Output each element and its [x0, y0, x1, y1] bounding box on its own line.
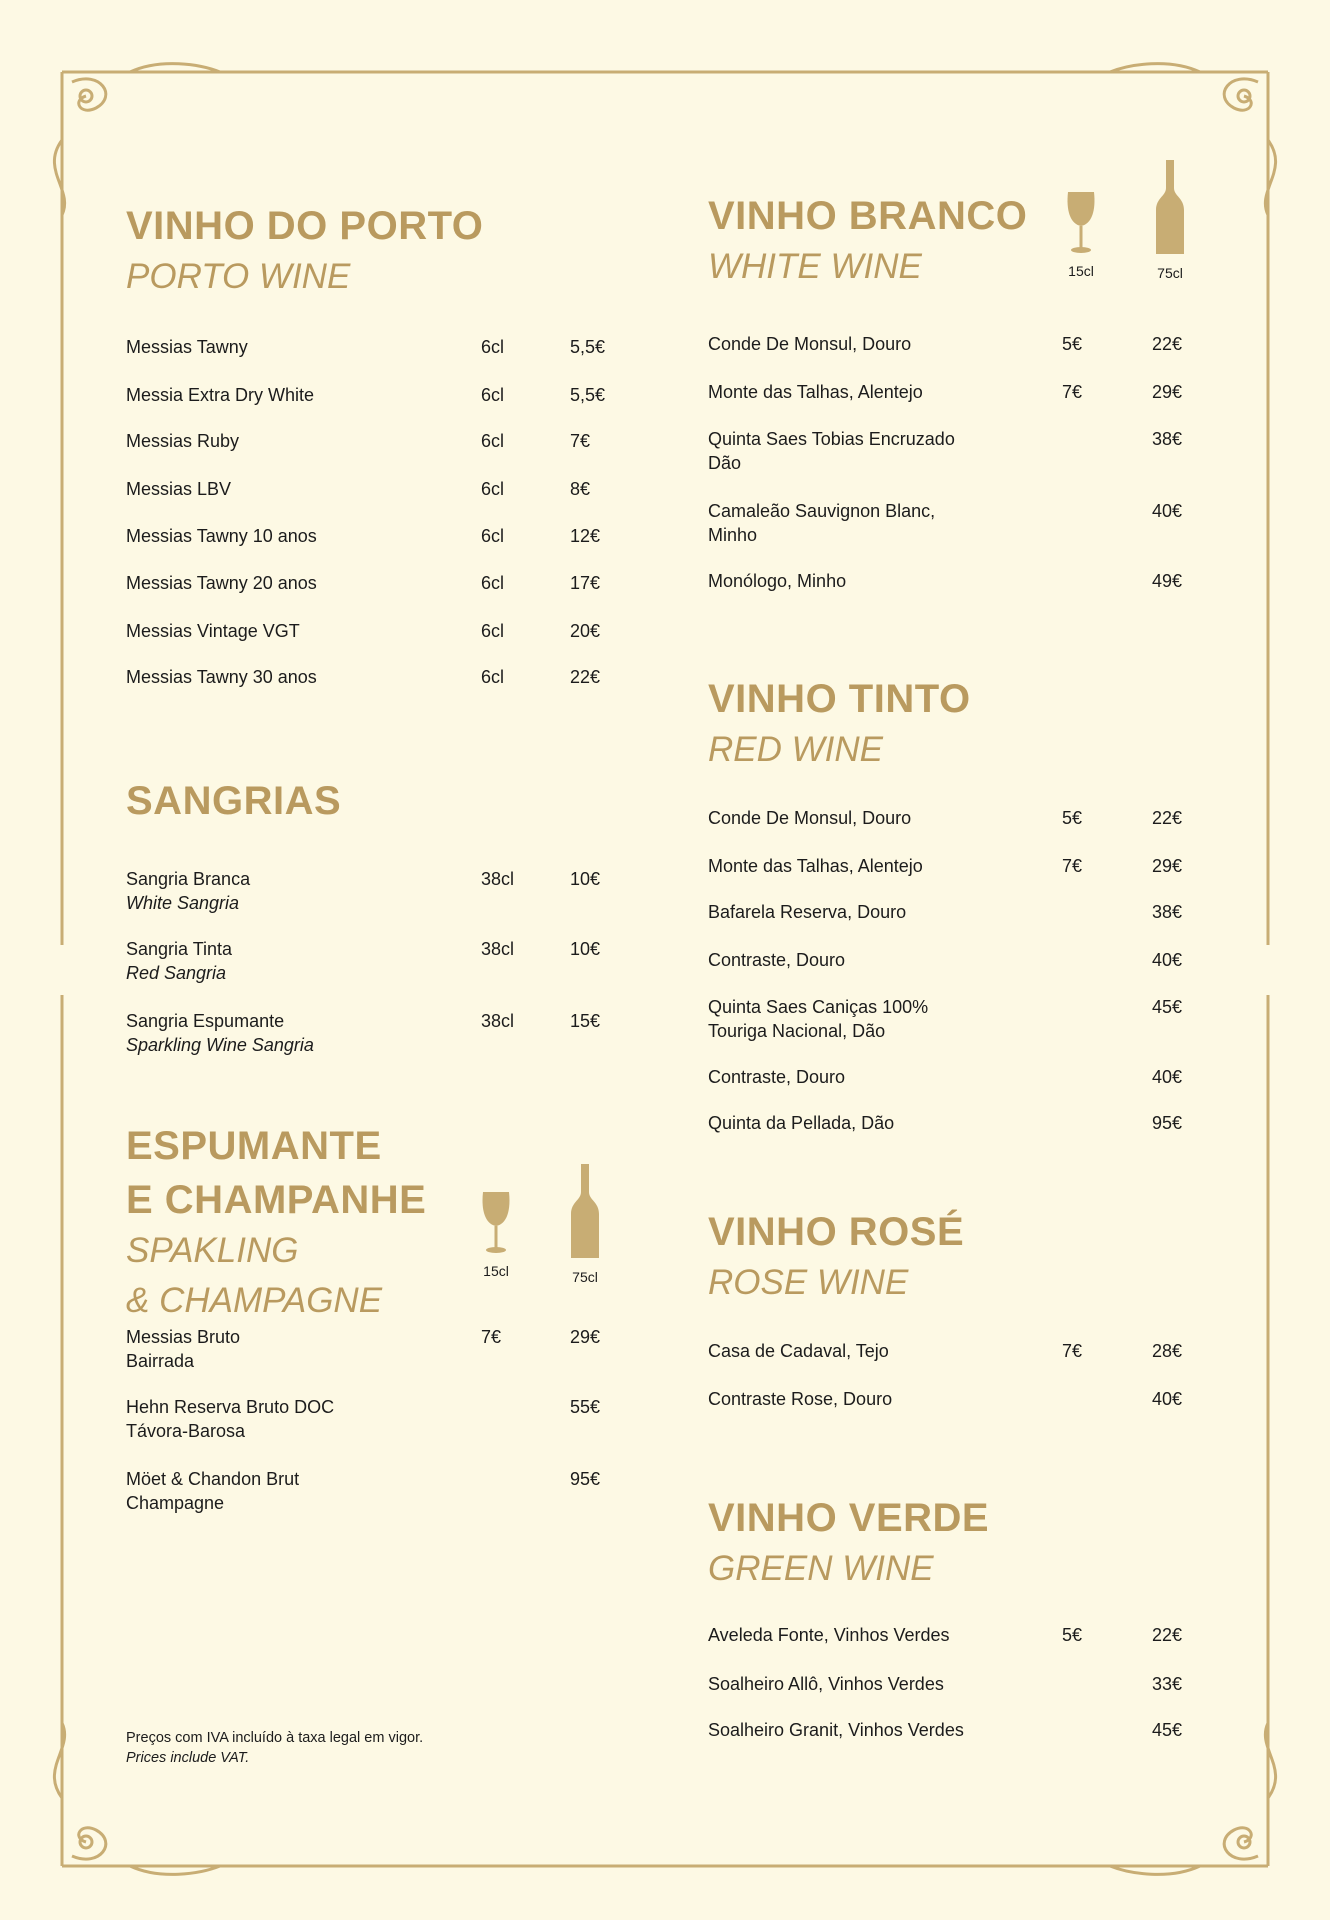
tinto-subtitle: RED WINE [708, 730, 883, 769]
item-price: 5,5€ [570, 337, 606, 357]
item-price: 10€ [570, 869, 601, 889]
item-name-block [708, 900, 998, 924]
item-size: 6cl [481, 431, 505, 451]
item-name: Conde De Monsul, Douro [708, 334, 912, 354]
item-name-block [708, 995, 998, 1043]
item-name-block [708, 1111, 998, 1135]
tinto-section [708, 673, 1228, 1133]
item-subtitle: White Sangria [126, 893, 240, 913]
item-bottle-price: 33€ [1152, 1674, 1183, 1694]
item-name-block [708, 1672, 998, 1696]
wine-glass-icon [1066, 190, 1096, 254]
item-subtitle: Sparkling Wine Sangria [126, 1035, 314, 1055]
item-size: 6cl [481, 667, 505, 687]
espumante-bottle-column [560, 1164, 610, 1285]
item-name: Monte das Talhas, Alentejo [708, 856, 923, 876]
item-glass-price: 5€ [1062, 334, 1083, 354]
item-name: Messias Tawny 20 anos [126, 573, 317, 593]
item-size: 6cl [481, 573, 505, 593]
vat-note-pt: Preços com IVA incluído à taxa legal em vigor. [126, 1730, 424, 1746]
item-size: 6cl [481, 385, 505, 405]
item-bottle-price: 95€ [570, 1469, 601, 1489]
item-name-block [708, 1065, 998, 1089]
item-size: 38cl [481, 869, 515, 889]
item-name-block [126, 429, 416, 453]
item-name-block [708, 806, 998, 830]
item-name-block [126, 524, 416, 548]
sangrias-section [126, 775, 646, 1055]
item-bottle-price: 95€ [1152, 1113, 1183, 1133]
item-subtitle: Minho [708, 525, 758, 545]
item-price: 17€ [570, 573, 601, 593]
item-bottle-price: 40€ [1152, 1067, 1183, 1087]
item-bottle-price: 22€ [1152, 1625, 1183, 1645]
item-bottle-price: 40€ [1152, 501, 1183, 521]
item-price: 20€ [570, 621, 601, 641]
branco-bottle-label: 75cl [1157, 265, 1183, 281]
item-name: Messias Ruby [126, 431, 240, 451]
item-subtitle: Touriga Nacional, Dão [708, 1021, 886, 1041]
item-bottle-price: 28€ [1152, 1341, 1183, 1361]
espumante-glass-label: 15cl [483, 1263, 509, 1279]
item-name: Hehn Reserva Bruto DOC [126, 1397, 335, 1417]
corner-top-left [54, 64, 220, 215]
item-name-block [126, 1395, 416, 1443]
item-glass-price: 7€ [1062, 382, 1083, 402]
vat-footnote [126, 1728, 423, 1768]
item-bottle-price: 45€ [1152, 1720, 1183, 1740]
item-price: 8€ [570, 479, 591, 499]
item-name: Camaleão Sauvignon Blanc, [708, 501, 936, 521]
item-name: Contraste Rose, Douro [708, 1389, 893, 1409]
item-glass-price: 7€ [1062, 856, 1083, 876]
branco-subtitle: WHITE WINE [708, 247, 922, 286]
item-name: Contraste, Douro [708, 950, 846, 970]
verde-title: VINHO VERDE [708, 1496, 990, 1540]
item-name: Bafarela Reserva, Douro [708, 902, 907, 922]
item-name: Möet & Chandon Brut [126, 1469, 300, 1489]
branco-glass-column [1056, 190, 1106, 279]
rose-section [708, 1206, 1228, 1409]
item-name: Sangria Branca [126, 869, 251, 889]
item-subtitle: Távora-Barosa [126, 1421, 246, 1441]
item-name-block [126, 571, 416, 595]
item-name: Messias Tawny 30 anos [126, 667, 317, 687]
rose-title: VINHO ROSÉ [708, 1210, 965, 1254]
espumante-title-line1: ESPUMANTE [126, 1124, 382, 1168]
item-bottle-price: 29€ [1152, 856, 1183, 876]
item-bottle-price: 22€ [1152, 808, 1183, 828]
item-name: Sangria Tinta [126, 939, 233, 959]
item-size: 6cl [481, 526, 505, 546]
item-name: Monte das Talhas, Alentejo [708, 382, 923, 402]
item-subtitle: Champagne [126, 1493, 225, 1513]
item-name: Messias Tawny [126, 337, 248, 357]
item-subtitle: Bairrada [126, 1351, 195, 1371]
item-glass-price: 5€ [1062, 1625, 1083, 1645]
item-glass-price: 5€ [1062, 808, 1083, 828]
item-price: 12€ [570, 526, 601, 546]
item-name: Monólogo, Minho [708, 571, 847, 591]
item-name: Messias LBV [126, 479, 232, 499]
branco-section [708, 190, 1228, 591]
item-name: Sangria Espumante [126, 1011, 285, 1031]
rose-subtitle: ROSE WINE [708, 1263, 909, 1302]
item-bottle-price: 29€ [1152, 382, 1183, 402]
item-price: 22€ [570, 667, 601, 687]
item-subtitle: Red Sangria [126, 963, 227, 983]
item-name-block [126, 619, 416, 643]
porto-title: VINHO DO PORTO [126, 204, 484, 248]
item-name-block [708, 332, 998, 356]
item-name-block [708, 380, 998, 404]
item-bottle-price: 40€ [1152, 950, 1183, 970]
item-name-block [708, 948, 998, 972]
branco-glass-label: 15cl [1068, 263, 1094, 279]
item-name-block [126, 1325, 416, 1373]
item-name: Casa de Cadaval, Tejo [708, 1341, 889, 1361]
item-name: Aveleda Fonte, Vinhos Verdes [708, 1625, 950, 1645]
item-name: Quinta Saes Tobias Encruzado [708, 429, 955, 449]
item-bottle-price: 38€ [1152, 429, 1183, 449]
item-name: Soalheiro Granit, Vinhos Verdes [708, 1720, 964, 1740]
item-bottle-price: 29€ [570, 1327, 601, 1347]
item-name: Messia Extra Dry White [126, 385, 315, 405]
item-name: Messias Vintage VGT [126, 621, 300, 641]
item-name-block [708, 1623, 998, 1647]
item-bottle-price: 45€ [1152, 997, 1183, 1017]
porto-subtitle: PORTO WINE [126, 257, 351, 296]
espumante-section [126, 1120, 646, 1513]
item-price: 7€ [570, 431, 591, 451]
item-bottle-price: 49€ [1152, 571, 1183, 591]
item-name-block [708, 1339, 998, 1363]
item-bottle-price: 55€ [570, 1397, 601, 1417]
porto-section [126, 200, 646, 687]
item-glass-price: 7€ [481, 1327, 502, 1347]
item-subtitle: Dão [708, 453, 742, 473]
item-bottle-price: 22€ [1152, 334, 1183, 354]
tinto-title: VINHO TINTO [708, 677, 971, 721]
sangrias-title: SANGRIAS [126, 779, 342, 823]
wine-bottle-icon [571, 1164, 599, 1260]
item-name-block [126, 937, 416, 985]
item-name-block [126, 477, 416, 501]
item-name-block [126, 383, 416, 407]
item-name-block [708, 854, 998, 878]
wine-bottle-icon [1156, 160, 1184, 256]
item-name-block [126, 1467, 416, 1515]
espumante-subtitle-line2: & CHAMPAGNE [126, 1281, 383, 1320]
item-name: Contraste, Douro [708, 1067, 846, 1087]
item-size: 38cl [481, 1011, 515, 1031]
item-bottle-price: 38€ [1152, 902, 1183, 922]
verde-subtitle: GREEN WINE [708, 1549, 934, 1588]
item-name-block [126, 665, 416, 689]
item-size: 38cl [481, 939, 515, 959]
item-name: Messias Tawny 10 anos [126, 526, 317, 546]
item-bottle-price: 40€ [1152, 1389, 1183, 1409]
item-name-block [126, 1009, 416, 1057]
item-name-block [708, 1718, 998, 1742]
branco-bottle-column [1145, 160, 1195, 281]
branco-title: VINHO BRANCO [708, 194, 1028, 238]
item-name: Quinta da Pellada, Dão [708, 1113, 895, 1133]
item-glass-price: 7€ [1062, 1341, 1083, 1361]
espumante-subtitle-line1: SPAKLING [126, 1231, 299, 1270]
item-name-block [708, 569, 998, 593]
item-name-block [708, 1387, 998, 1411]
item-price: 15€ [570, 1011, 601, 1031]
item-price: 10€ [570, 939, 601, 959]
item-name-block [708, 499, 998, 547]
item-name: Soalheiro Allô, Vinhos Verdes [708, 1674, 944, 1694]
espumante-glass-column [471, 1190, 521, 1279]
item-name: Conde De Monsul, Douro [708, 808, 912, 828]
vat-note-en: Prices include VAT. [126, 1750, 250, 1766]
verde-section [708, 1492, 1228, 1740]
item-size: 6cl [481, 337, 505, 357]
espumante-title-line2: E CHAMPANHE [126, 1178, 427, 1222]
wine-glass-icon [481, 1190, 511, 1254]
item-size: 6cl [481, 621, 505, 641]
espumante-bottle-label: 75cl [572, 1269, 598, 1285]
item-price: 5,5€ [570, 385, 606, 405]
item-name-block [126, 335, 416, 359]
item-name: Messias Bruto [126, 1327, 241, 1347]
item-name: Quinta Saes Caniças 100% [708, 997, 929, 1017]
item-name-block [126, 867, 416, 915]
item-name-block [708, 427, 998, 475]
item-size: 6cl [481, 479, 505, 499]
